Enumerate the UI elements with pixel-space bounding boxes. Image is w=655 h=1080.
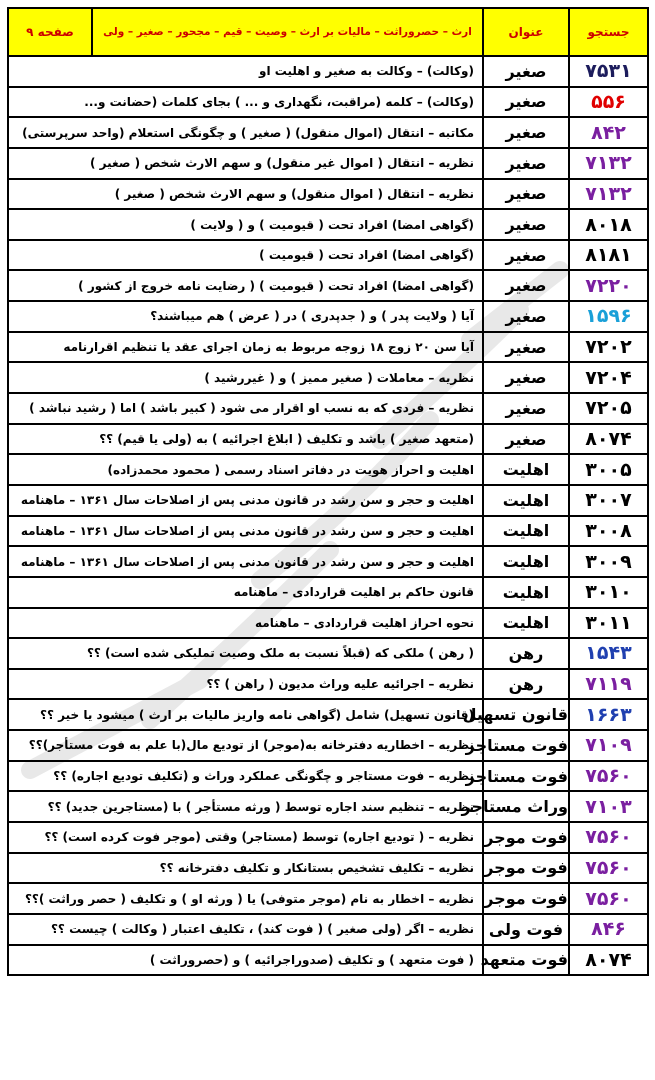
- code-cell: ۳۰۰۷: [569, 485, 648, 516]
- description-cell: نظریه – فوت مستاجر و چگونگی عملکرد وراث و (تکلیف تودیع اجاره) ؟؟: [8, 761, 483, 792]
- subject-cell: فوت موجر: [483, 883, 569, 914]
- subject-cell: صغیر: [483, 148, 569, 179]
- description-cell: نظریه – انتقال ( اموال غیر منقول) و سهم الارث شخص ( صغیر ): [8, 148, 483, 179]
- header-subject: عنوان: [483, 8, 569, 56]
- subject-cell: فوت مستاجر: [483, 761, 569, 792]
- code-cell: ۷۵۶۰: [569, 822, 648, 853]
- subject-cell: فوت موجر: [483, 822, 569, 853]
- table-row: [8, 638, 648, 669]
- description-cell: نظریه – فردی که به نسب او اقرار می شود ( کبیر باشد ) اما ( رشید نباشد ): [8, 393, 483, 424]
- description-cell: (گواهی امضا) افراد تحت ( قیومیت ) و ( ولایت ): [8, 209, 483, 240]
- code-cell: ۱۵۴۳: [569, 638, 648, 669]
- code-cell: ۳۰۱۱: [569, 608, 648, 639]
- code-cell: ۷۱۰۹: [569, 730, 648, 761]
- table-row: [8, 883, 648, 914]
- subject-cell: اهلیت: [483, 546, 569, 577]
- subject-cell: صغیر: [483, 56, 569, 87]
- code-cell: ۵۵۶: [569, 87, 648, 118]
- table-row: [8, 608, 648, 639]
- table-row: [8, 485, 648, 516]
- description-cell: اهلیت و حجر و سن رشد در قانون مدنی پس از اصلاحات سال ۱۳۶۱ – ماهنامه: [8, 516, 483, 547]
- table-row: [8, 332, 648, 363]
- table-row: [8, 761, 648, 792]
- table-row: [8, 301, 648, 332]
- description-cell: اهلیت و حجر و سن رشد در قانون مدنی پس از اصلاحات سال ۱۳۶۱ – ماهنامه: [8, 546, 483, 577]
- code-cell: ۳۰۰۹: [569, 546, 648, 577]
- table-row: [8, 546, 648, 577]
- code-cell: ۷۵۶۰: [569, 761, 648, 792]
- subject-cell: اهلیت: [483, 485, 569, 516]
- subject-cell: فوت موجر: [483, 853, 569, 884]
- subject-cell: صغیر: [483, 240, 569, 271]
- subject-cell: اهلیت: [483, 577, 569, 608]
- table-row: [8, 791, 648, 822]
- table-row: [8, 914, 648, 945]
- code-cell: ۷۱۱۹: [569, 669, 648, 700]
- description-cell: (وکالت) – کلمه (مراقبت، نگهداری و ... ) بجای کلمات (حضانت و...: [8, 87, 483, 118]
- header-row: [8, 8, 648, 56]
- description-cell: آیا ( ولایت پدر ) و ( جدپدری ) در ( عرض ) هم میباشند؟: [8, 301, 483, 332]
- subject-cell: صغیر: [483, 117, 569, 148]
- table-row: [8, 516, 648, 547]
- table-row: [8, 853, 648, 884]
- code-cell: ۷۲۰۵: [569, 393, 648, 424]
- code-cell: ۷۲۰۴: [569, 362, 648, 393]
- table-row: [8, 454, 648, 485]
- subject-cell: صغیر: [483, 362, 569, 393]
- subject-cell: صغیر: [483, 270, 569, 301]
- table-row: [8, 669, 648, 700]
- table-row: [8, 393, 648, 424]
- subject-cell: فوت مستاجر: [483, 730, 569, 761]
- subject-cell: صغیر: [483, 209, 569, 240]
- description-cell: (گواهی امضا) افراد تحت ( قیومیت ): [8, 240, 483, 271]
- code-cell: ۷۱۳۲: [569, 179, 648, 210]
- table-row: [8, 117, 648, 148]
- table-row: [8, 945, 648, 976]
- description-cell: نظریه – معاملات ( صغیر ممیز ) و ( غیررشید ): [8, 362, 483, 393]
- description-cell: (وکالت) – وکالت به صغیر و اهلیت او: [8, 56, 483, 87]
- code-cell: ۷۲۰۲: [569, 332, 648, 363]
- description-cell: مکاتبه – انتقال (اموال منقول) ( صغیر ) و چگونگی استعلام (واحد سرپرستی): [8, 117, 483, 148]
- code-cell: ۸۰۱۸: [569, 209, 648, 240]
- table-row: [8, 362, 648, 393]
- code-cell: ۱۶۶۳: [569, 699, 648, 730]
- description-cell: قانون حاکم بر اهلیت قراردادی – ماهنامه: [8, 577, 483, 608]
- subject-cell: صغیر: [483, 393, 569, 424]
- table-row: [8, 56, 648, 87]
- description-cell: ( رهن ) ملکی که (قبلاً نسبت به ملک وصیت تملیکی شده است) ؟؟: [8, 638, 483, 669]
- code-cell: ۷۵۶۰: [569, 883, 648, 914]
- subject-cell: فوت ولی: [483, 914, 569, 945]
- subject-cell: اهلیت: [483, 516, 569, 547]
- code-cell: ۷۱۳۲: [569, 148, 648, 179]
- table-row: [8, 822, 648, 853]
- description-cell: نظریه – اخطاریه دفترخانه به(موجر) از تودیع مال(با علم به فوت مستأجر)؟؟: [8, 730, 483, 761]
- description-cell: نظریه – اخطار به نام (موجر متوفی) یا ( ورثه او ) و تکلیف ( حصر وراثت )؟؟: [8, 883, 483, 914]
- subject-cell: صغیر: [483, 301, 569, 332]
- description-cell: نظریه – تنظیم سند اجاره توسط ( ورثه مستأجر ) با (مستاجرین جدید) ؟؟: [8, 791, 483, 822]
- table-row: [8, 209, 648, 240]
- description-cell: نظریه – ( تودیع اجاره) توسط (مستاجر) وقتی (موجر فوت کرده است) ؟؟: [8, 822, 483, 853]
- subject-cell: اهلیت: [483, 608, 569, 639]
- description-cell: نظریه – اگر (ولی صغیر ) ( فوت کند) ، تکلیف اعتبار ( وکالت ) چیست ؟؟: [8, 914, 483, 945]
- table-row: [8, 179, 648, 210]
- code-cell: ۷۲۲۰: [569, 270, 648, 301]
- code-cell: ۸۴۶: [569, 914, 648, 945]
- description-cell: نظریه – انتقال ( اموال منقول) و سهم الارث شخص ( صغیر ): [8, 179, 483, 210]
- code-cell: ۱۵۹۶: [569, 301, 648, 332]
- table-row: [8, 699, 648, 730]
- description-cell: نحوه احراز اهلیت قراردادی – ماهنامه: [8, 608, 483, 639]
- description-cell: آیا سن ۲۰ زوج ۱۸ زوجه مربوط به زمان اجرای عقد یا تنظیم اقرارنامه: [8, 332, 483, 363]
- header-topics: ارث – حصروراثت – مالیات بر ارث – وصیت – قیم – مجحور – صغیر – ولی: [92, 8, 483, 56]
- subject-cell: رهن: [483, 638, 569, 669]
- table-row: [8, 87, 648, 118]
- subject-cell: فوت متعهد: [483, 945, 569, 976]
- header-search: جستجو: [569, 8, 648, 56]
- description-cell: (قانون تسهیل) شامل (گواهی نامه واریز مالیات بر ارث ) میشود یا خیر ؟؟: [8, 699, 483, 730]
- description-cell: (متعهد صغیر ) باشد و تکلیف ( ابلاغ اجرائیه ) به (ولی یا قیم) ؟؟: [8, 424, 483, 455]
- subject-cell: قانون تسهیل: [483, 699, 569, 730]
- code-cell: ۸۴۲: [569, 117, 648, 148]
- code-cell: ۳۰۰۵: [569, 454, 648, 485]
- table-row: [8, 240, 648, 271]
- code-cell: ۷۵۶۰: [569, 853, 648, 884]
- subject-cell: صغیر: [483, 424, 569, 455]
- index-table: [7, 7, 649, 976]
- code-cell: ۸۰۷۴: [569, 424, 648, 455]
- code-cell: ۳۰۱۰: [569, 577, 648, 608]
- description-cell: (گواهی امضا) افراد تحت ( قیومیت ) ( رضایت نامه خروج از کشور ): [8, 270, 483, 301]
- subject-cell: وراث مستاجر: [483, 791, 569, 822]
- table-row: [8, 424, 648, 455]
- description-cell: ( فوت متعهد ) و تکلیف (صدوراجرائیه ) و (حصروراثت ): [8, 945, 483, 976]
- table-row: [8, 577, 648, 608]
- table-row: [8, 270, 648, 301]
- table-row: [8, 730, 648, 761]
- code-cell: ۸۱۸۱: [569, 240, 648, 271]
- description-cell: نظریه – اجرائیه علیه وراث مدیون ( راهن ) ؟؟: [8, 669, 483, 700]
- description-cell: اهلیت و احراز هویت در دفاتر اسناد رسمی ( محمود محمدزاده): [8, 454, 483, 485]
- subject-cell: صغیر: [483, 87, 569, 118]
- description-cell: اهلیت و حجر و سن رشد در قانون مدنی پس از اصلاحات سال ۱۳۶۱ – ماهنامه: [8, 485, 483, 516]
- subject-cell: صغیر: [483, 179, 569, 210]
- code-cell: ۸۰۷۴: [569, 945, 648, 976]
- code-cell: ۷۵۳۱: [569, 56, 648, 87]
- table-row: [8, 148, 648, 179]
- header-page: صفحه ۹: [8, 8, 92, 56]
- code-cell: ۳۰۰۸: [569, 516, 648, 547]
- description-cell: نظریه – تکلیف تشخیص بستانکار و تکلیف دفترخانه ؟؟: [8, 853, 483, 884]
- subject-cell: اهلیت: [483, 454, 569, 485]
- subject-cell: رهن: [483, 669, 569, 700]
- subject-cell: صغیر: [483, 332, 569, 363]
- code-cell: ۷۱۰۳: [569, 791, 648, 822]
